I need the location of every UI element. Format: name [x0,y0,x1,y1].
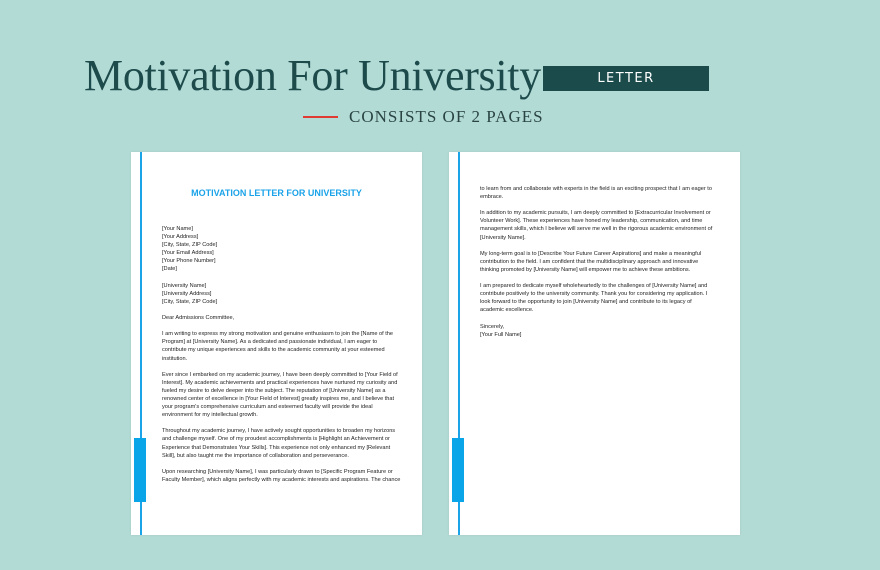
paragraph [480,323,712,339]
text-line: [Your Address] [162,234,199,241]
paragraph-gap [480,315,712,323]
paragraph [162,282,400,306]
text-line: look forward to the opportunity to join [University Name] and contribute to its legacy of [480,299,692,306]
paragraph [480,209,712,241]
text-line: Throughout my academic journey, I have actively sought opportunities to broaden my horizons [162,428,396,435]
divider-line [303,116,338,118]
text-line: environment for my intellectual growth. [162,412,258,419]
text-line: Ever since I embarked on my academic journey, I have been deeply committed to [Your Field of [162,371,398,378]
text-line: management skills, which I believe will serve me well in the rigorous academic environment of [480,226,713,233]
text-line: In addition to my academic pursuits, I am deeply committed to [Extracurricular Involvement or [480,210,711,217]
paragraph-gap [480,274,712,282]
text-line: [University Name]. [480,234,526,241]
text-line: Program] at [University Name]. As a dedicated and passionate individual, I am eager to [162,339,378,346]
text-line: [Your Phone Number] [162,258,216,265]
text-line: contribute positively to the university community. Thank you for considering my application. I [480,291,708,298]
text-line: contribution to the field. I am confident that the multidisciplinary approach and innovative [480,258,699,265]
text-line: [Your Full Name] [480,331,522,338]
paragraph [480,250,712,274]
text-line: Skill], but also taught me the importance of collaboration and perseverance. [162,452,349,459]
text-line: I am writing to express my strong motivation and genuine enthusiasm to join the [Name of the [162,331,394,338]
paragraph [162,225,400,274]
paragraph [162,371,400,420]
document-body [162,225,400,484]
text-line: renowned center of excellence in [Your Field of Interest] greatly inspires me, and I believe that [162,395,395,402]
accent-block [134,438,146,502]
text-line: embrace. [480,194,504,201]
text-line: [Your Name] [162,226,193,232]
text-line: [University Name] [162,282,207,289]
document-page-2 [449,152,740,535]
text-line: [Date] [162,266,177,273]
page-title: Motivation For University [84,51,541,100]
text-line: Upon researching [University Name], I was particularly drawn to [Specific Program Feature or [162,468,393,475]
paragraph [162,427,400,459]
text-line: [City, State, ZIP Code] [162,298,218,305]
text-line: Interest]. My academic achievements and practical experiences have nurtured my curiosity and [162,379,398,386]
paragraph-gap [162,274,400,282]
text-line: your program's comprehensive curriculum and esteemed faculty will provide the ideal [162,404,373,411]
letter-badge: LETTER [543,66,709,91]
accent-block [452,438,464,502]
text-line: and challenge myself. One of my proudest accomplishments is [Highlight an Achievement or [162,436,390,443]
text-line: [Your Email Address] [162,250,214,257]
paragraph-gap [162,306,400,314]
text-line: contribute my unique experiences and skills to the academic community at your esteemed [162,347,385,354]
text-line: institution. [162,355,188,362]
paragraph-gap [162,460,400,468]
paragraph-gap [480,242,712,250]
document-page-1 [131,152,422,535]
paragraph [480,185,712,201]
text-line: Experience that Demonstrates Your Skills]. This experience not only enhanced my [Relevant [162,444,391,451]
paragraph [162,314,400,322]
paragraph [162,468,400,484]
paragraph-gap [480,201,712,209]
text-line: [University Address] [162,290,212,297]
text-line: academic excellence. [480,307,534,314]
text-line: [City, State, ZIP Code] [162,242,218,249]
subtitle: CONSISTS OF 2 PAGES [349,107,544,126]
paragraph-gap [162,322,400,330]
text-line: Dear Admissions Committee, [162,315,235,322]
paragraph [480,282,712,314]
text-line: Faculty Member], which aligns perfectly with my academic interests and aspirations. The chance [162,476,401,483]
text-line: My long-term goal is to [Describe Your Future Career Aspirations] and make a meaningful [480,250,702,257]
document-body [480,185,712,339]
paragraph-gap [162,363,400,371]
paragraph [162,330,400,362]
paragraph-gap [162,419,400,427]
document-title: MOTIVATION LETTER FOR UNIVERSITY [191,188,362,198]
text-line: fueled my desire to delve deeper into the subject. The reputation of [University Name] as a [162,387,386,394]
text-line: I am prepared to dedicate myself wholeheartedly to the challenges of [University Name] and [480,283,708,290]
text-line: to learn from and collaborate with experts in the field is an exciting prospect that I am eager to [480,186,712,192]
text-line: Volunteer Work]. These experiences have honed my leadership, communication, and time [480,218,703,225]
text-line: Sincerely, [480,323,505,330]
text-line: thinking promoted by [University Name] will empower me to achieve these ambitions. [480,266,691,273]
